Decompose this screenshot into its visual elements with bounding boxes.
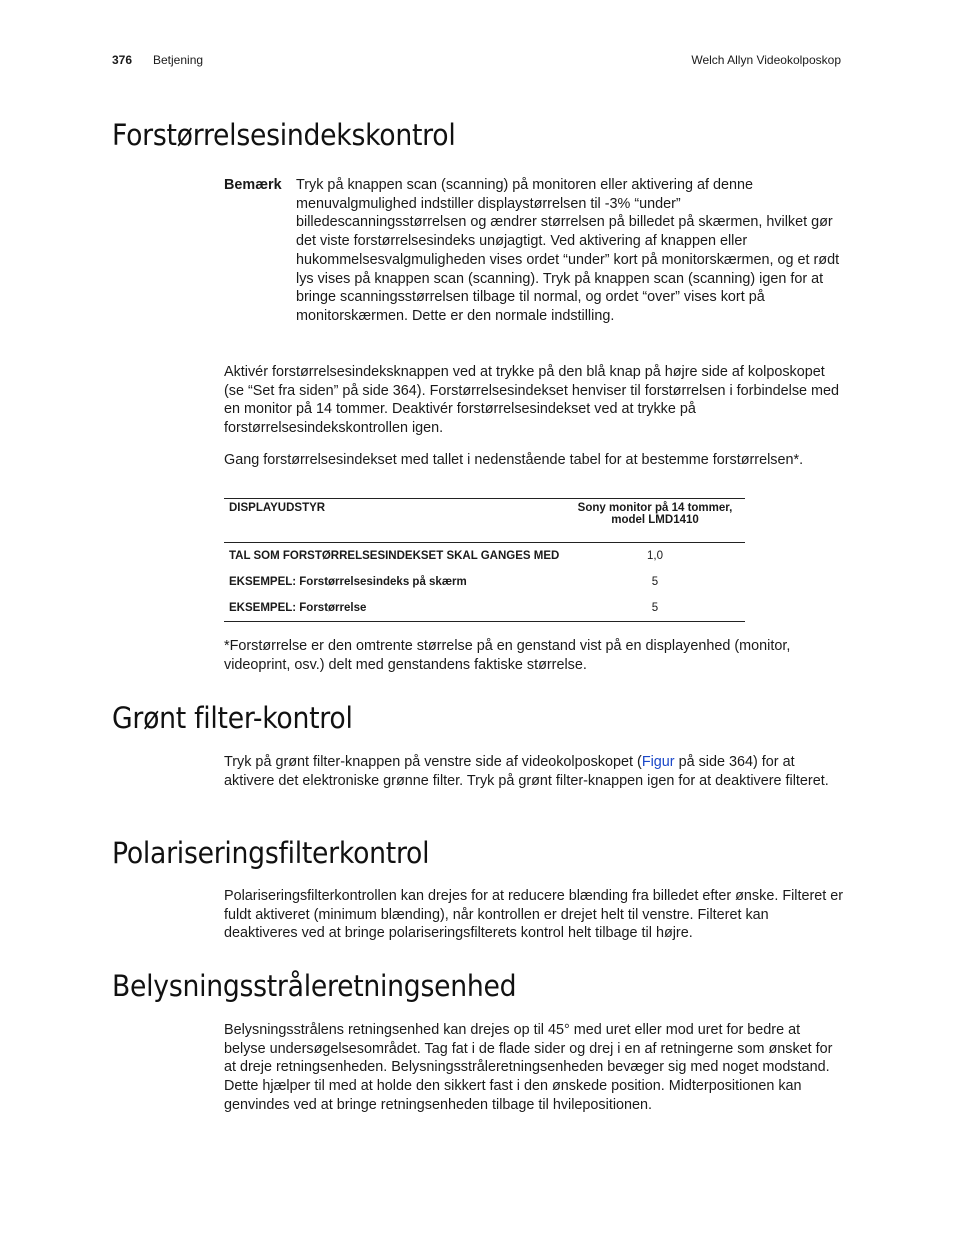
paragraph-beam: Belysningsstrålens retningsenhed kan drejes op til 45° med uret eller mod uret for bedre at belyse undersøgelsesområdet. Tag fat i de flade sider og drej i en af retningerne som ønsket for at dreje retningsenheden. Belysningsstråleretningsenheden bevæger sig med noget modstand. Dette hjælper til med at holde den sikkert fast i den ønskede position. Midterpositionen kan genvindes ved at bringe retningsenheden tilbage til hvilepositionen. [224, 1022, 833, 1113]
section-title-polarizing: Polariseringsfilterkontrol [112, 836, 430, 870]
table-row [224, 569, 745, 595]
table-row-value: 5 [651, 602, 659, 614]
table-header-row [224, 499, 745, 543]
running-section: Betjening [153, 53, 204, 67]
table-row [224, 543, 745, 570]
table-col1-header: DISPLAYUDSTYR [229, 502, 326, 514]
page-number: 376 [112, 53, 133, 67]
figure-link[interactable]: Figur [641, 754, 675, 770]
green-filter-text-2: på side 364) for at aktivere det elektroniske grønne filter. Tryk på grønt filter-knappen igen for at deaktivere filteret. [224, 754, 829, 789]
running-title: Welch Allyn Videokolposkop [691, 53, 841, 67]
section-title-magnification: Forstørrelsesindekskontrol [112, 118, 456, 152]
paragraph-green-filter [224, 753, 844, 790]
paragraph-magnification-2: Gang forstørrelsesindekset med tallet i nedenstående tabel for at bestemme forstørrelsen*. [224, 452, 804, 468]
table-col2-header-line2: model LMD1410 [611, 514, 699, 526]
green-filter-text-1: Tryk på grønt filter-knappen på venstre side af videokolposkopet ( [224, 754, 642, 770]
table-row-label: TAL SOM FORSTØRRELSESINDEKSET SKAL GANGES MED [229, 550, 560, 562]
section-title-beam: Belysningsstråleretningsenhed [112, 969, 517, 1003]
note-text: Tryk på knappen scan (scanning) på monitoren eller aktivering af denne menuvalgmulighed indstiller displaystørrelsen til -3% “under” billedescanningsstørrelsen og ændrer størrelsen på billedet på skærmen, hvilket gør det viste forstørrelsesindeks unøjagtigt. Ved aktivering af knappen eller hukommelsesvalgmuligheden vises ordet “under” kort på monitorskærmen, og et rødt lys vises på knappen scan (scanning). Tryk på knappen scan (scanning) igen for at bringe scanningsstørrelsen tilbage til normal, og ordet “over” vises kort på monitorskærmen. Dette er den normale indstilling. [296, 177, 840, 324]
magnification-table [224, 498, 745, 622]
table-row [224, 595, 745, 622]
table-row-value: 1,0 [647, 550, 663, 562]
paragraph-polarizing: Polariseringsfilterkontrollen kan drejes for at reducere blænding fra billedet efter ønske. Filteret er fuldt aktiveret (minimum blænding), når kontrollen er drejet helt til venstre. Filteret kan deaktiveres ved at bringe polariseringsfilterets kontrol helt tilbage til højre. [224, 888, 844, 942]
table-row-value: 5 [651, 576, 659, 588]
footnote: *Forstørrelse er den omtrente størrelse på en genstand vist på en displayenhed (monitor, videoprint, osv.) delt med genstandens faktiske størrelse. [224, 638, 791, 673]
table-col2-header [565, 499, 745, 543]
table-row-label: EKSEMPEL: Forstørrelse [229, 602, 367, 614]
table-col2-header-line1: Sony monitor på 14 tommer, [577, 502, 733, 514]
section-title-green-filter: Grønt filter-kontrol [112, 701, 353, 735]
paragraph-magnification-1: Aktivér forstørrelsesindeksknappen ved at trykke på den blå knap på højre side af kolposkopet (se “Set fra siden” på side 364). Forstørrelsesindekset henviser til forstørrelsen i forbindelse med en monitor på 14 tommer. Deaktivér forstørrelsesindekset ved at trykke på forstørrelsesindekskontrollen igen. [224, 364, 840, 437]
note-label: Bemærk [224, 177, 282, 193]
table-row-label: EKSEMPEL: Forstørrelsesindeks på skærm [229, 576, 467, 588]
